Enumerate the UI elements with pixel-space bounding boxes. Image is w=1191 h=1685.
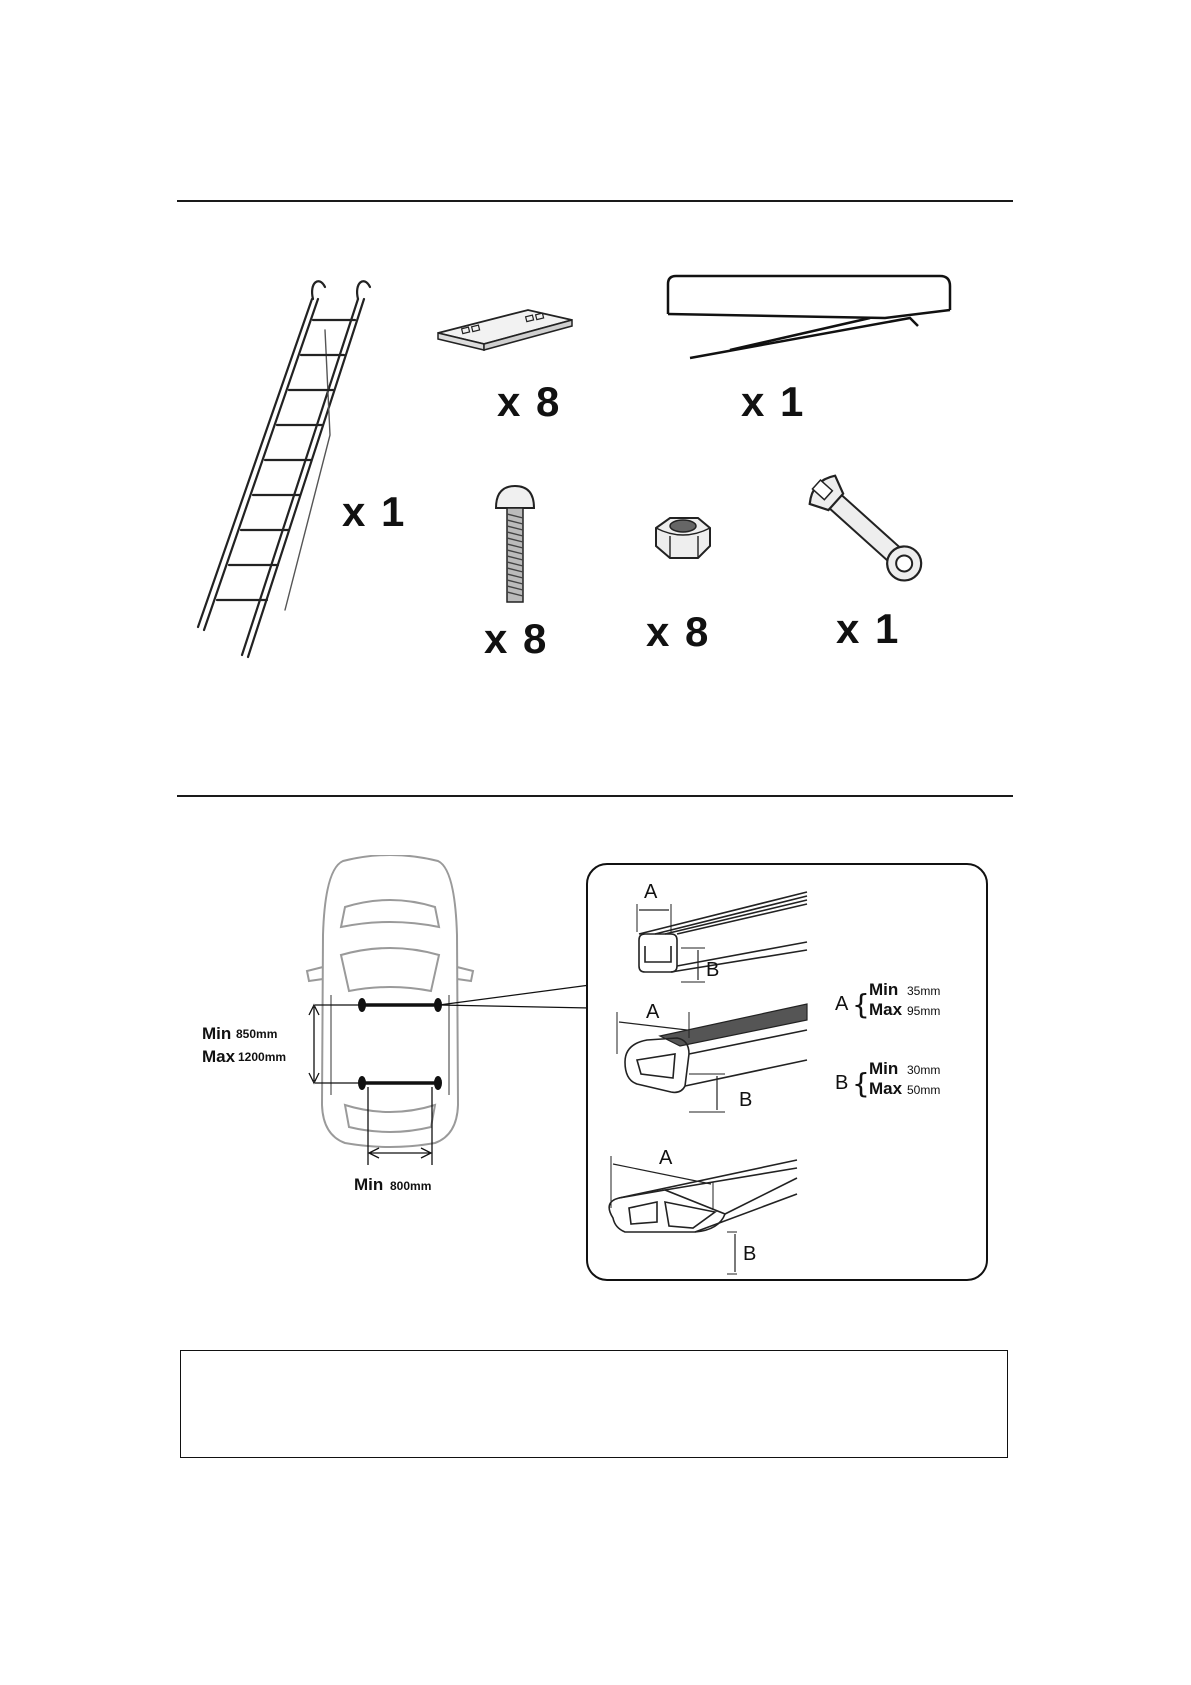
spec-a-min-label: Min [869, 980, 899, 999]
spacing-max-label: Max [202, 1047, 236, 1066]
width-min-label: Min [354, 1175, 384, 1194]
rail3-letter-a: A [659, 1147, 673, 1169]
ladder-qty: x 1 [342, 488, 407, 535]
width-dimension-label [352, 1170, 462, 1200]
bolt-icon [492, 484, 538, 606]
spec-a-min-value: 35mm [907, 984, 941, 998]
spacing-max-value: 1200mm [238, 1050, 287, 1064]
cord-qty: x 1 [741, 378, 806, 425]
rail-detail-panel [585, 862, 990, 1282]
spec-b-min-label: Min [869, 1059, 899, 1078]
rail1-letter-b: B [706, 959, 720, 981]
spacing-min-label: Min [202, 1024, 232, 1043]
spec-b-min-value: 30mm [907, 1063, 941, 1077]
note-box [180, 1350, 1008, 1458]
spec-a-letter: A [835, 993, 849, 1015]
spec-a-brace: { [852, 988, 870, 1021]
ladder-icon [190, 275, 420, 665]
cord-icon [660, 270, 960, 360]
rail3-letter-b: B [743, 1243, 757, 1265]
clamp-plate-icon [436, 298, 576, 358]
rail2-letter-b: B [739, 1089, 753, 1111]
wrench-icon [808, 462, 926, 598]
clamp-plate-qty: x 8 [497, 378, 562, 425]
nut-qty: x 8 [646, 608, 711, 655]
rail1-letter-a: A [644, 881, 658, 903]
rail2-letter-a: A [646, 1001, 660, 1023]
spec-a-max-label: Max [869, 1000, 903, 1019]
spec-b-letter: B [835, 1072, 849, 1094]
spacing-min-value: 850mm [236, 1027, 278, 1041]
section-rule-middle [177, 795, 1013, 797]
bolt-qty: x 8 [484, 615, 549, 662]
wrench-qty: x 1 [836, 605, 901, 652]
spec-a-max-value: 95mm [907, 1004, 941, 1018]
car-dimension-labels [200, 1020, 320, 1068]
spec-b-brace: { [852, 1067, 870, 1100]
nut-icon [652, 514, 714, 564]
spec-b-max-label: Max [869, 1079, 903, 1098]
width-min-value: 800mm [390, 1179, 432, 1193]
spec-b-max-value: 50mm [907, 1083, 941, 1097]
section-rule-top [177, 200, 1013, 202]
